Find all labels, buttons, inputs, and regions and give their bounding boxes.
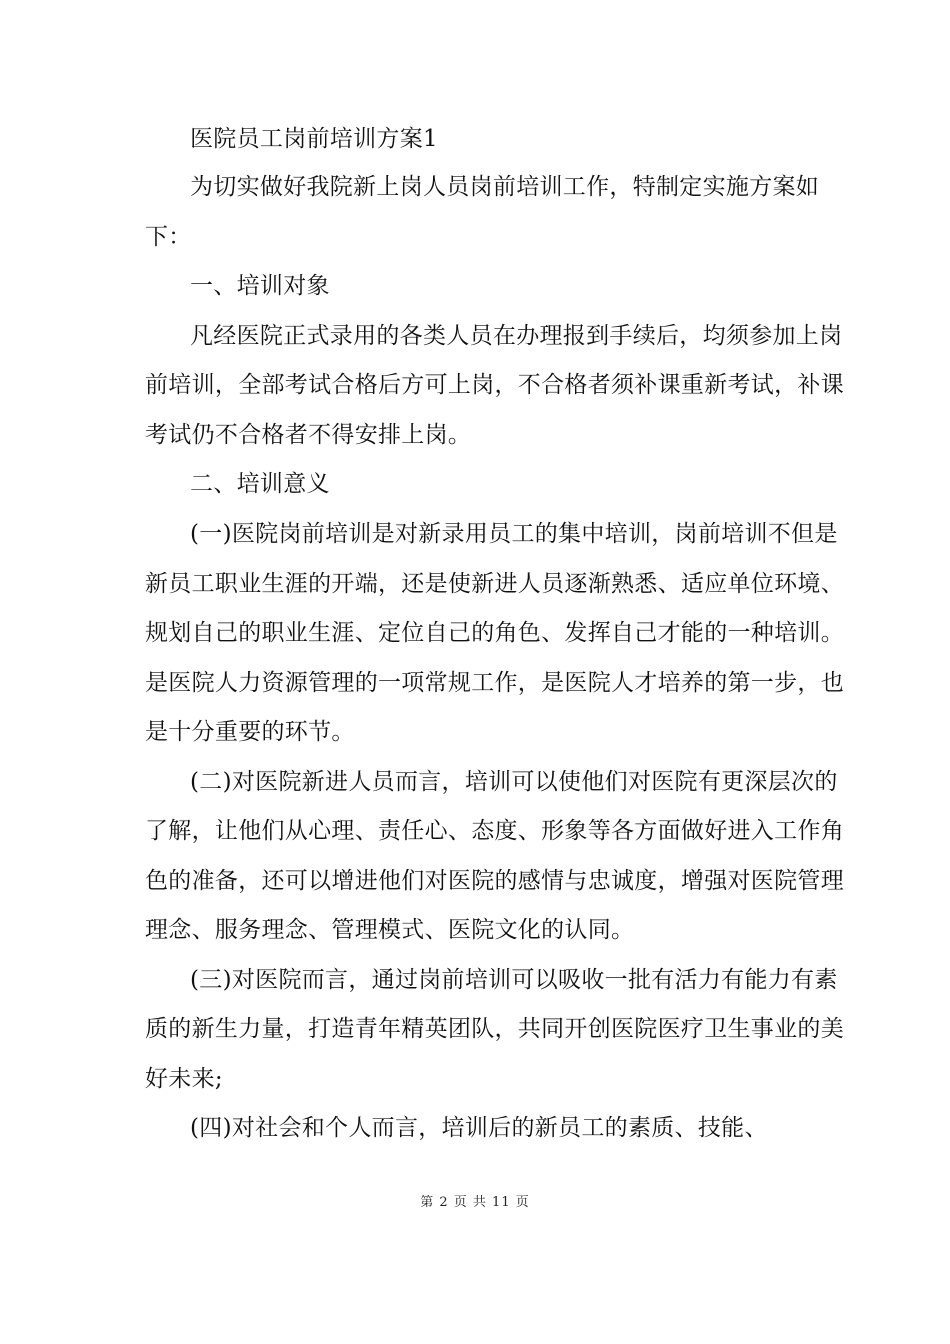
paragraph-line: 理念、服务理念、管理模式、医院文化的认同。 [145, 917, 635, 943]
paragraph-line: 了解，让他们从心理、责任心、态度、形象等各方面做好进入工作角 [145, 818, 844, 844]
paragraph-line: 是医院人力资源管理的一项常规工作，是医院人才培养的第一步，也 [145, 670, 844, 696]
paragraph-line: 前培训，全部考试合格后方可上岗，不合格者须补课重新考试，补课 [145, 372, 844, 398]
paragraph-line: 好未来; [145, 1066, 223, 1092]
paragraph-line: 下： [145, 224, 192, 250]
paragraph-line: 色的准备，还可以增进他们对医院的感情与忠诚度，增强对医院管理 [145, 868, 844, 894]
paragraph-line: (三)对医院而言，通过岗前培训可以吸收一批有活力有能力有素 [190, 967, 838, 993]
paragraph-line: (四)对社会和个人而言，培训后的新员工的素质、技能、 [190, 1115, 768, 1141]
paragraph-line: 是十分重要的环节。 [145, 719, 355, 745]
page-number-footer: 第 2 页 共 11 页 [420, 1195, 530, 1210]
paragraph-line: 为切实做好我院新上岗人员岗前培训工作，特制定实施方案如 [190, 174, 820, 200]
paragraph-line: 考试仍不合格者不得安排上岗。 [145, 422, 472, 448]
paragraph-line: (二)对医院新进人员而言，培训可以使他们对医院有更深层次的 [190, 769, 838, 795]
paragraph-line: 凡经医院正式录用的各类人员在办理报到手续后，均须参加上岗 [190, 323, 843, 349]
document-title: 医院员工岗前培训方案1 [190, 126, 438, 152]
section-heading: 一、培训对象 [190, 273, 330, 299]
paragraph-line: 质的新生力量，打造青年精英团队，共同开创医院医疗卫生事业的美 [145, 1016, 844, 1042]
paragraph-line: (一)医院岗前培训是对新录用员工的集中培训，岗前培训不但是 [190, 521, 838, 547]
paragraph-line: 新员工职业生涯的开端，还是使新进人员逐渐熟悉、适应单位环境、 [145, 571, 844, 597]
section-heading: 二、培训意义 [190, 471, 330, 497]
paragraph-line: 规划自己的职业生涯、定位自己的角色、发挥自己才能的一种培训。 [145, 620, 844, 646]
